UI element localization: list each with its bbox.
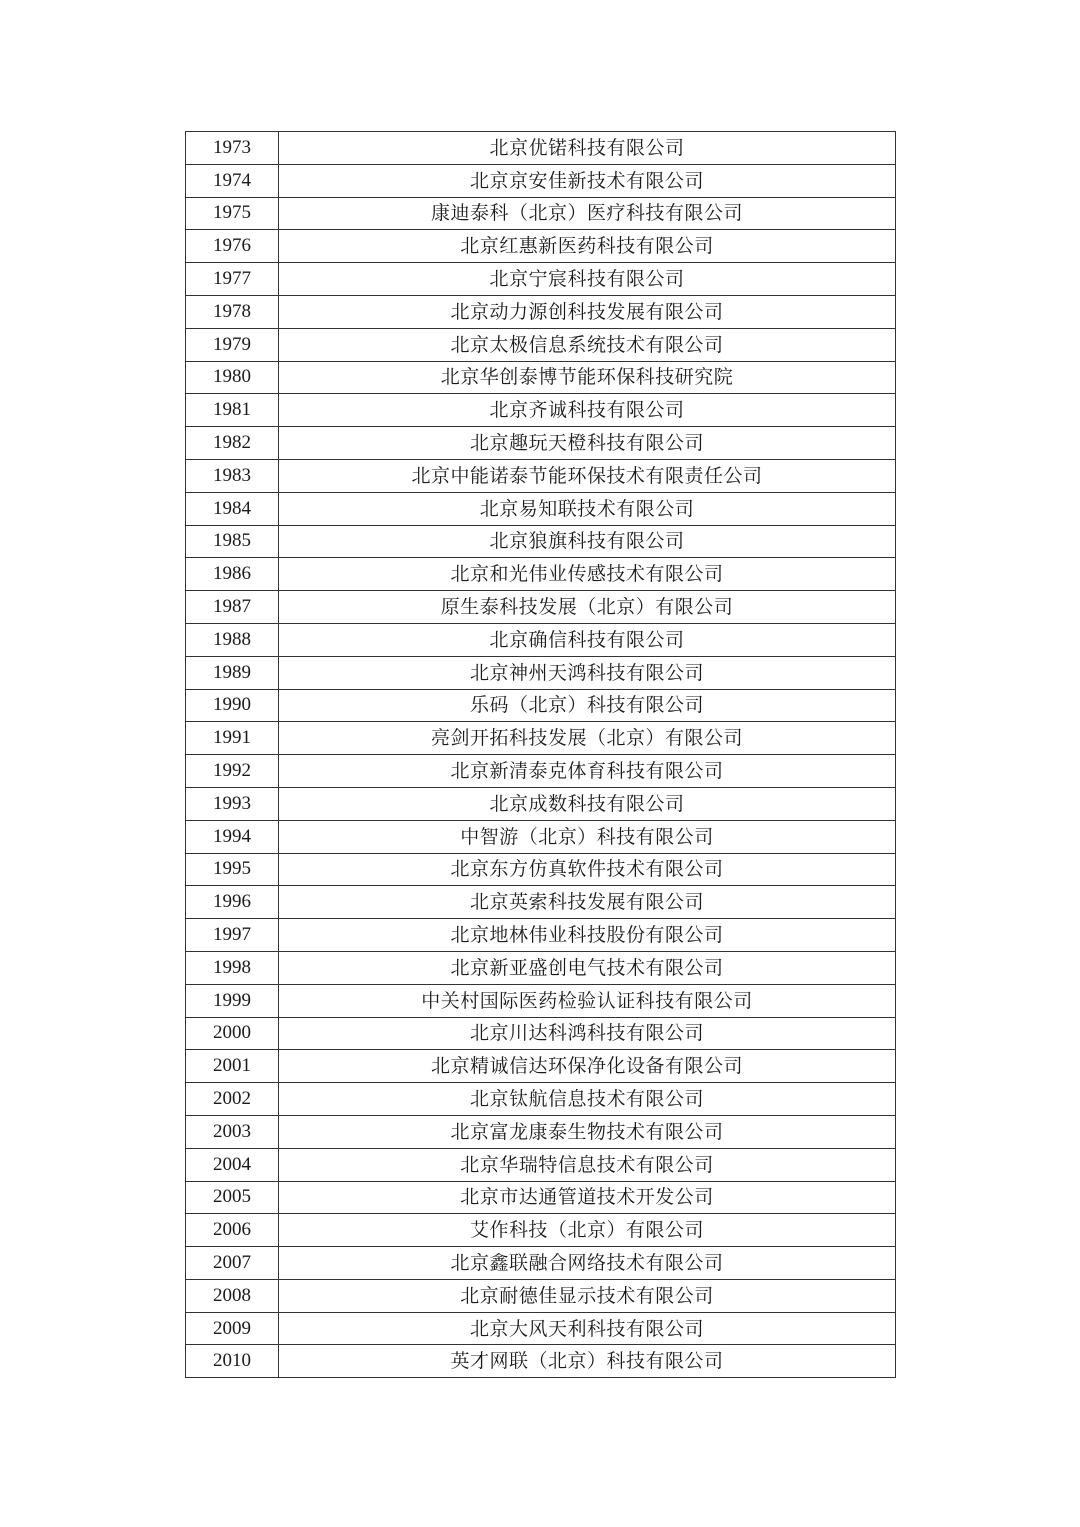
row-number-cell: 1975 <box>186 197 279 230</box>
row-number-cell: 1983 <box>186 459 279 492</box>
company-name-cell: 北京新亚盛创电气技术有限公司 <box>279 951 896 984</box>
table-row <box>186 394 896 427</box>
table-row <box>186 1083 896 1116</box>
table-row <box>186 689 896 722</box>
table-row <box>186 1214 896 1247</box>
company-name-cell: 北京太极信息系统技术有限公司 <box>279 328 896 361</box>
company-name-cell: 北京耐德佳显示技术有限公司 <box>279 1279 896 1312</box>
row-number-cell: 1992 <box>186 755 279 788</box>
company-name-cell: 北京鑫联融合网络技术有限公司 <box>279 1247 896 1280</box>
company-name-cell: 原生泰科技发展（北京）有限公司 <box>279 591 896 624</box>
table-row <box>186 459 896 492</box>
table-row <box>186 787 896 820</box>
row-number-cell: 1984 <box>186 492 279 525</box>
company-name-cell: 北京东方仿真软件技术有限公司 <box>279 853 896 886</box>
row-number-cell: 1996 <box>186 886 279 919</box>
table-row <box>186 820 896 853</box>
row-number-cell: 2000 <box>186 1017 279 1050</box>
company-name-cell: 北京中能诺泰节能环保技术有限责任公司 <box>279 459 896 492</box>
company-name-cell: 北京确信科技有限公司 <box>279 623 896 656</box>
table-row <box>186 886 896 919</box>
table-row <box>186 623 896 656</box>
table-row <box>186 1312 896 1345</box>
row-number-cell: 1980 <box>186 361 279 394</box>
table-body <box>186 132 896 1378</box>
table-row <box>186 295 896 328</box>
company-name-cell: 北京市达通管道技术开发公司 <box>279 1181 896 1214</box>
row-number-cell: 1977 <box>186 263 279 296</box>
table-row <box>186 984 896 1017</box>
table-row <box>186 230 896 263</box>
table-row <box>186 722 896 755</box>
table-row <box>186 1181 896 1214</box>
company-name-cell: 北京地林伟业科技股份有限公司 <box>279 919 896 952</box>
row-number-cell: 1986 <box>186 558 279 591</box>
company-name-cell: 亮剑开拓科技发展（北京）有限公司 <box>279 722 896 755</box>
table-row <box>186 656 896 689</box>
row-number-cell: 1999 <box>186 984 279 1017</box>
row-number-cell: 1995 <box>186 853 279 886</box>
row-number-cell: 2006 <box>186 1214 279 1247</box>
table-row <box>186 1279 896 1312</box>
company-name-cell: 北京和光伟业传感技术有限公司 <box>279 558 896 591</box>
row-number-cell: 1979 <box>186 328 279 361</box>
table-row <box>186 525 896 558</box>
company-name-cell: 北京趣玩天橙科技有限公司 <box>279 427 896 460</box>
company-name-cell: 北京成数科技有限公司 <box>279 787 896 820</box>
table-row <box>186 1115 896 1148</box>
company-name-cell: 北京大风天利科技有限公司 <box>279 1312 896 1345</box>
row-number-cell: 1981 <box>186 394 279 427</box>
row-number-cell: 1982 <box>186 427 279 460</box>
row-number-cell: 1988 <box>186 623 279 656</box>
row-number-cell: 1976 <box>186 230 279 263</box>
table-row <box>186 427 896 460</box>
company-name-cell: 北京宁宸科技有限公司 <box>279 263 896 296</box>
table-row <box>186 919 896 952</box>
row-number-cell: 1997 <box>186 919 279 952</box>
row-number-cell: 1978 <box>186 295 279 328</box>
table-row <box>186 328 896 361</box>
row-number-cell: 2001 <box>186 1050 279 1083</box>
row-number-cell: 2002 <box>186 1083 279 1116</box>
table-row <box>186 591 896 624</box>
table-row <box>186 1148 896 1181</box>
table-row <box>186 492 896 525</box>
row-number-cell: 1994 <box>186 820 279 853</box>
row-number-cell: 2010 <box>186 1345 279 1378</box>
company-name-cell: 北京京安佳新技术有限公司 <box>279 164 896 197</box>
row-number-cell: 2008 <box>186 1279 279 1312</box>
company-name-cell: 乐码（北京）科技有限公司 <box>279 689 896 722</box>
table-row <box>186 361 896 394</box>
table-row <box>186 853 896 886</box>
row-number-cell: 1998 <box>186 951 279 984</box>
row-number-cell: 1993 <box>186 787 279 820</box>
row-number-cell: 2009 <box>186 1312 279 1345</box>
table-row <box>186 558 896 591</box>
row-number-cell: 1989 <box>186 656 279 689</box>
table-row <box>186 755 896 788</box>
company-name-cell: 中关村国际医药检验认证科技有限公司 <box>279 984 896 1017</box>
row-number-cell: 1985 <box>186 525 279 558</box>
company-name-cell: 北京神州天鸿科技有限公司 <box>279 656 896 689</box>
table-row <box>186 197 896 230</box>
table-row <box>186 164 896 197</box>
company-name-cell: 北京动力源创科技发展有限公司 <box>279 295 896 328</box>
row-number-cell: 2007 <box>186 1247 279 1280</box>
table-row <box>186 263 896 296</box>
company-name-cell: 北京精诚信达环保净化设备有限公司 <box>279 1050 896 1083</box>
table-row <box>186 1050 896 1083</box>
row-number-cell: 1990 <box>186 689 279 722</box>
company-name-cell: 北京狼旗科技有限公司 <box>279 525 896 558</box>
company-name-cell: 北京齐诚科技有限公司 <box>279 394 896 427</box>
company-name-cell: 北京易知联技术有限公司 <box>279 492 896 525</box>
row-number-cell: 2003 <box>186 1115 279 1148</box>
table-row <box>186 1345 896 1378</box>
company-name-cell: 康迪泰科（北京）医疗科技有限公司 <box>279 197 896 230</box>
company-name-cell: 北京新清泰克体育科技有限公司 <box>279 755 896 788</box>
table-row <box>186 1017 896 1050</box>
company-name-cell: 中智游（北京）科技有限公司 <box>279 820 896 853</box>
row-number-cell: 2005 <box>186 1181 279 1214</box>
company-name-cell: 北京优锘科技有限公司 <box>279 132 896 165</box>
row-number-cell: 1974 <box>186 164 279 197</box>
company-name-cell: 英才网联（北京）科技有限公司 <box>279 1345 896 1378</box>
company-name-cell: 北京英索科技发展有限公司 <box>279 886 896 919</box>
company-name-cell: 北京富龙康泰生物技术有限公司 <box>279 1115 896 1148</box>
company-name-cell: 北京红惠新医药科技有限公司 <box>279 230 896 263</box>
company-name-cell: 北京华瑞特信息技术有限公司 <box>279 1148 896 1181</box>
row-number-cell: 2004 <box>186 1148 279 1181</box>
company-name-cell: 北京川达科鸿科技有限公司 <box>279 1017 896 1050</box>
company-name-cell: 北京钛航信息技术有限公司 <box>279 1083 896 1116</box>
table-row <box>186 1247 896 1280</box>
row-number-cell: 1991 <box>186 722 279 755</box>
row-number-cell: 1973 <box>186 132 279 165</box>
company-name-cell: 艾作科技（北京）有限公司 <box>279 1214 896 1247</box>
table-row <box>186 132 896 165</box>
row-number-cell: 1987 <box>186 591 279 624</box>
company-name-cell: 北京华创泰博节能环保科技研究院 <box>279 361 896 394</box>
table-row <box>186 951 896 984</box>
company-list-table <box>185 131 896 1378</box>
